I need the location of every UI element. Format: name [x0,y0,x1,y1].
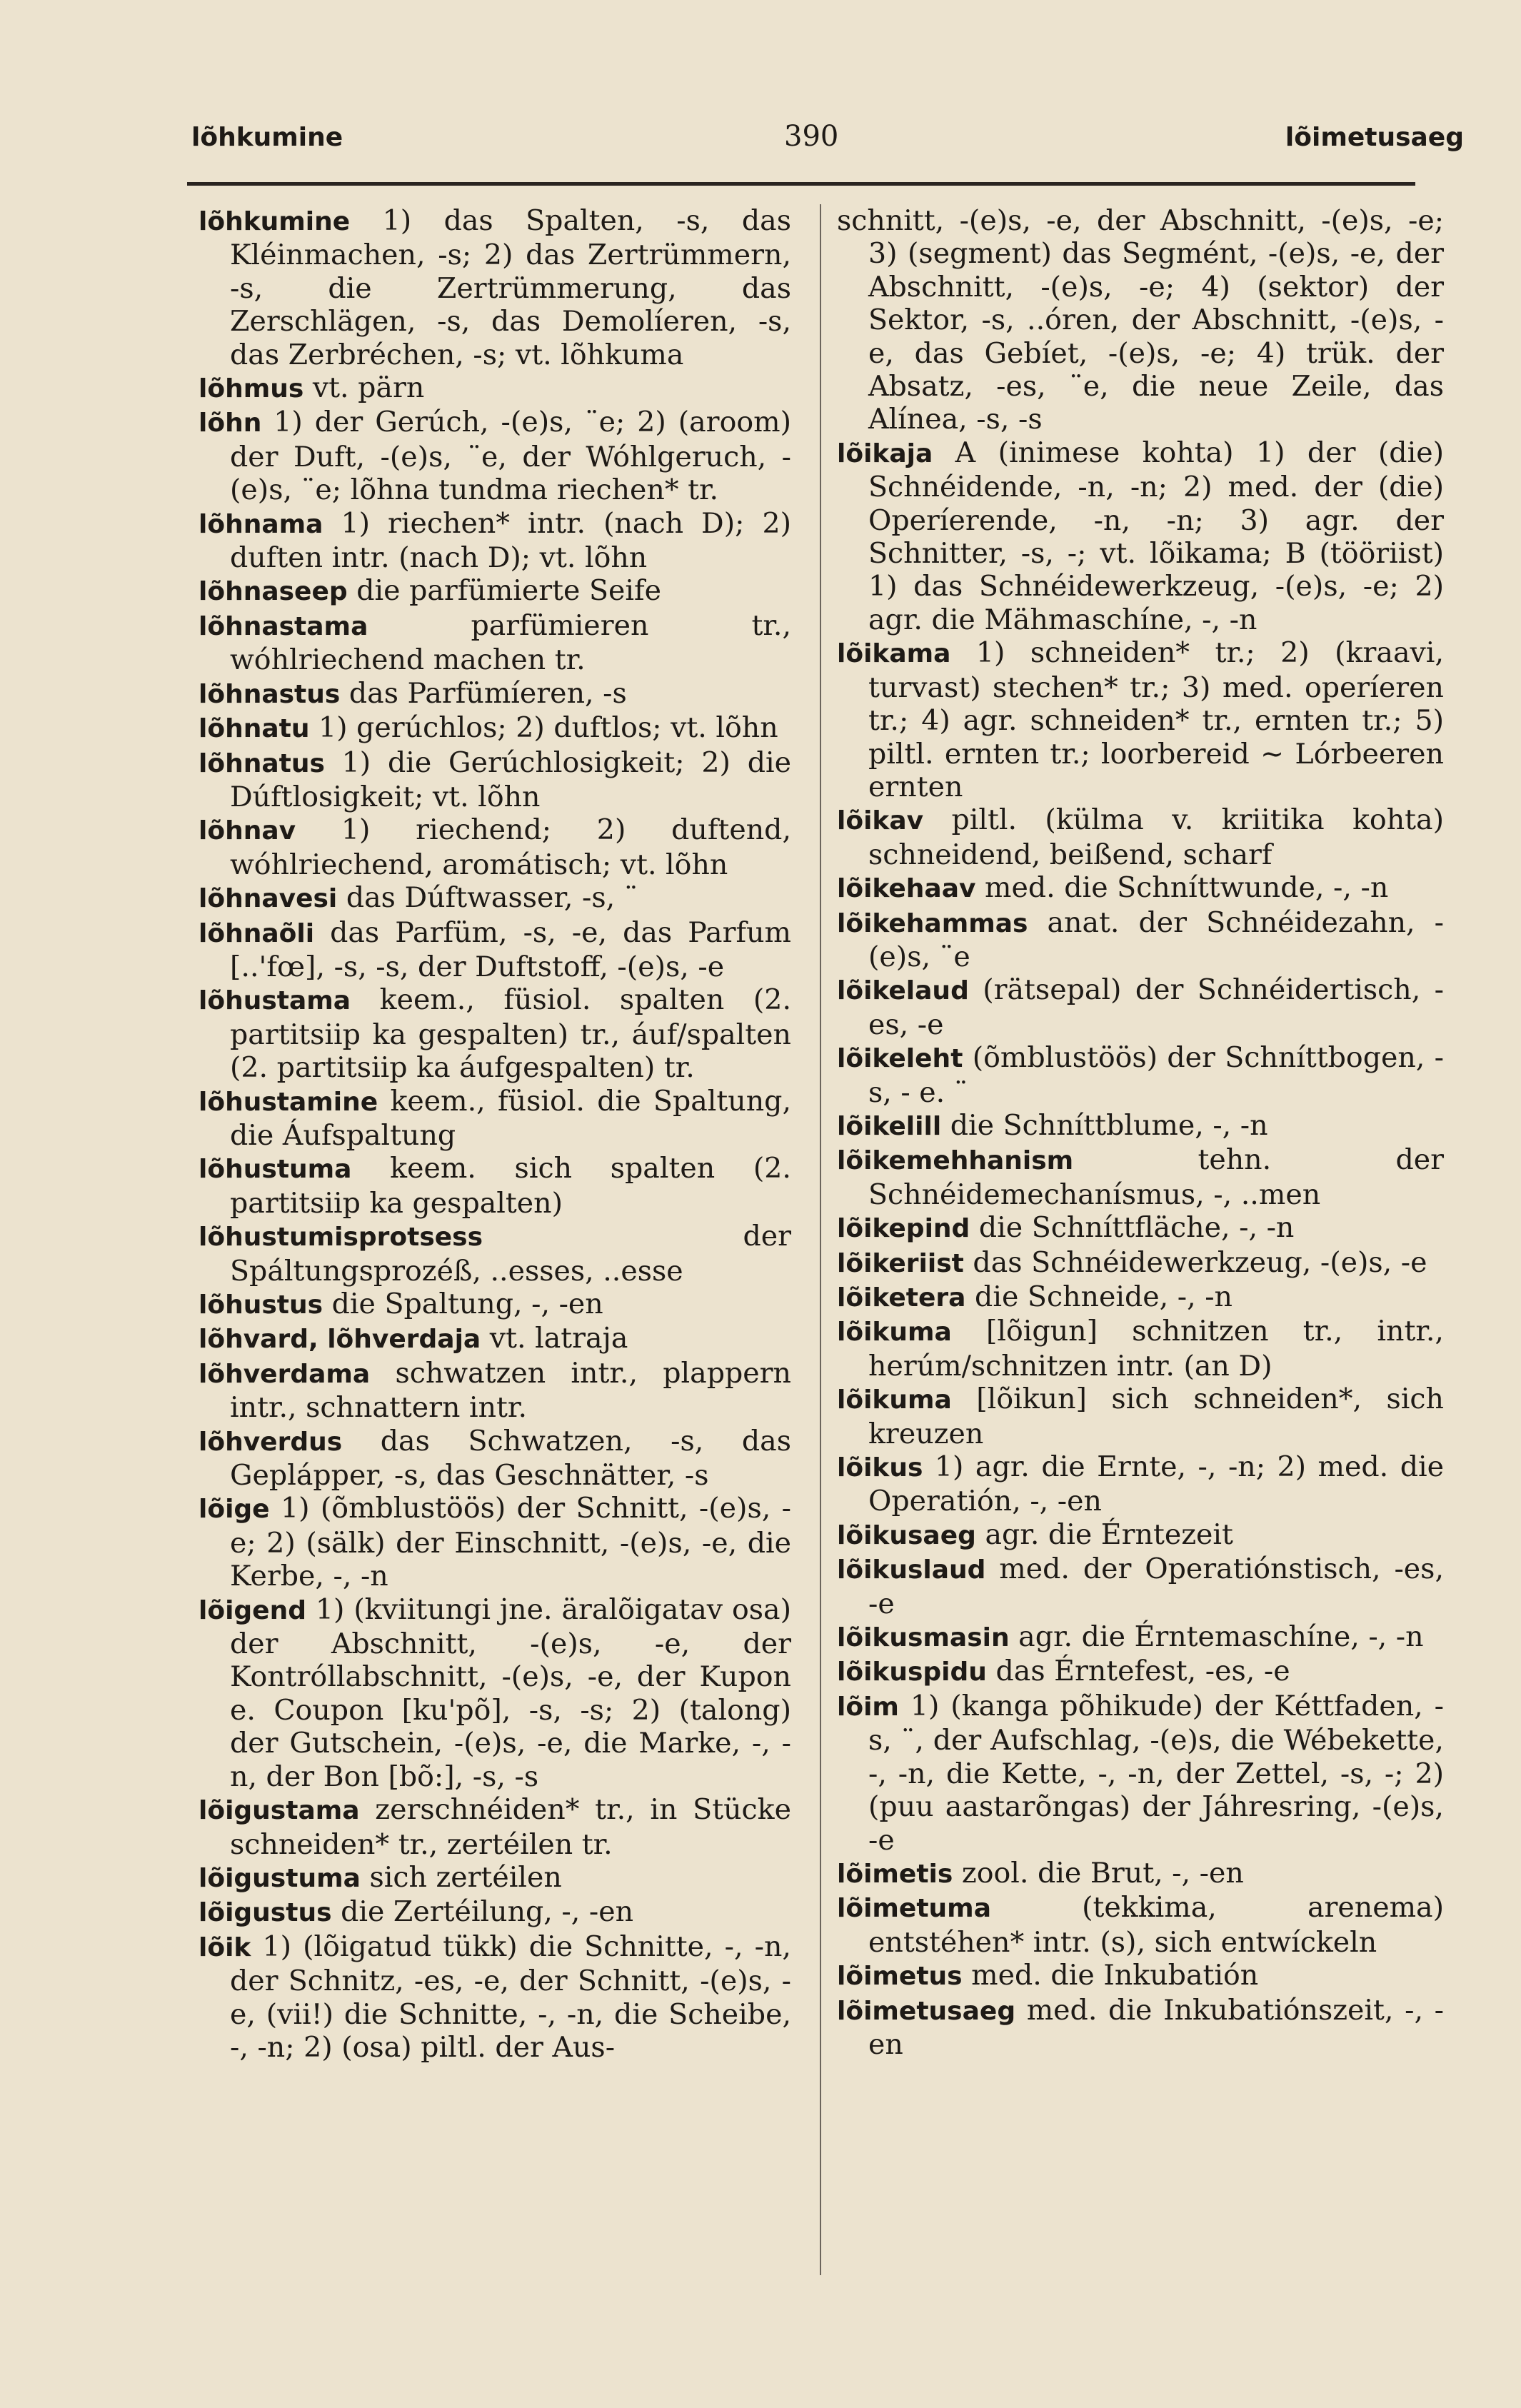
entry-definition: die Spaltung, -, -en [323,1288,603,1320]
entry-headword: lõikuma [837,1385,952,1415]
entry-headword: lõikama [837,639,951,669]
dictionary-entry [199,1793,791,1861]
entry-definition: 1) schneiden* tr.; 2) (kraavi, turvast) stechen* tr.; 3) med. operíeren tr.; 4) agr. schneiden* tr., ernten tr.; 5) piltl. ernten tr.; loorbereid ~ Lórbeeren ernten [868,636,1444,803]
entry-headword: lõhnatu [199,714,310,744]
entry-headword: lõhustumisprotsess [199,1223,483,1253]
dictionary-entry [199,1593,791,1793]
page-number: 390 [784,120,839,153]
entry-definition: der Spáltungsprozéß, ..esses, ..esse [230,1220,791,1288]
entry-definition: med. der Operatiónstisch, -es, -e [868,1552,1444,1620]
entry-headword: lõhn [199,408,262,438]
entry-definition: parfümieren tr., wóhlriechend machen tr. [230,608,791,677]
entry-definition: zool. die Brut, -, -en [953,1856,1244,1890]
entry-headword: lõimetus [837,1962,963,1992]
dictionary-entry [837,1518,1444,1552]
dictionary-entry [199,881,791,915]
dictionary-entry [837,1383,1444,1450]
entry-definition: 1) die Gerúchlosigkeit; 2) die Dúftlosigkeit; vt. lõhn [230,746,791,813]
dictionary-entry [837,436,1444,636]
dictionary-entry [837,1280,1444,1315]
entry-headword: lõimetis [837,1859,953,1889]
dictionary-entry [837,1690,1444,1857]
entry-definition: sich zertéilen [360,1860,562,1894]
header-last-entry: lõimetusaeg [1285,123,1464,152]
entry-headword: lõikaja [837,438,933,468]
entry-definition: agr. die Érntemaschíne, -, -n [1009,1620,1424,1654]
entry-headword: lõhnatus [199,748,325,778]
entry-definition: med. die Schníttwunde, -, -n [975,871,1389,905]
dictionary-entry [199,1425,791,1493]
entry-definition: vt. pärn [303,371,425,405]
entry-definition: vt. latraja [481,1322,628,1355]
header-first-entry: lõhkumine [191,123,343,152]
right-column [837,204,1444,2061]
entry-headword: lõhustama [199,986,351,1016]
dictionary-entry [199,916,791,984]
entry-definition: keem. sich spalten (2. partitsiip ka gespalten) [230,1152,791,1220]
dictionary-entry [837,1109,1444,1143]
entry-definition: 1) agr. die Ernte, -, -n; 2) med. die Operatión, -, -en [868,1450,1444,1518]
entry-headword: lõikelaud [837,976,969,1006]
entry-definition: 1) (lõigatud tükk) die Schnitte, -, -n, der Schnitz, -es, -e, der Schnitt, -(e)s, -e, (vii!) die Schnitte, -, -n, die Scheibe, -, -n; 2) (osa) piltl. der Aus- [230,1930,791,2064]
entry-headword: lõikus [837,1453,923,1483]
entry-definition: zerschnéiden* tr., in Stücke schneiden* tr., zertéilen tr. [230,1793,791,1861]
dictionary-entry [199,204,791,371]
entry-headword: lõhnastama [199,611,368,641]
entry-definition: 1) gerúchlos; 2) duftlos; vt. lõhn [309,711,778,745]
dictionary-entry [837,1620,1444,1655]
dictionary-entry [199,677,791,711]
entry-definition: (õmblustöös) der Schníttbogen, -s, - e. ¨ [868,1041,1444,1109]
dictionary-entry [199,1085,791,1153]
dictionary-entry [199,1492,791,1592]
entry-definition: piltl. (külma v. kriitika kohta) schneidend, beißend, scharf [868,803,1444,871]
entry-headword: lõhnavesi [199,884,338,914]
left-column [199,204,791,2064]
entry-definition: A (inimese kohta) 1) der (die) Schnéidende, -n, -n; 2) med. der (die) Operíerende, -n, -n; 3) agr. der Schnitter, -s, -; vt. lõikama; B (tööriist) 1) das Schnéidewerkzeug, -(e)s, -e; 2) agr. die Mähmaschíne, -, -n [868,436,1444,636]
entry-definition: das Érntefest, -es, -e [986,1655,1290,1688]
entry-headword: lõhkumine [199,207,351,236]
entry-definition: die Schníttblume, -, -n [941,1108,1268,1142]
dictionary-entry [837,1450,1444,1518]
entry-definition: die Schneide, -, -n [965,1280,1233,1313]
dictionary-entry [199,609,791,677]
entry-headword: lõigustama [199,1796,360,1826]
entry-headword: lõhnastus [199,679,341,709]
dictionary-entry [837,1857,1444,1891]
dictionary-entry [199,1930,791,2065]
entry-headword: lõhustuma [199,1155,352,1185]
entry-headword: lõikeleht [837,1044,963,1074]
entry-headword: lõikelill [837,1111,942,1141]
entry-headword: lõim [837,1692,899,1722]
entry-definition: keem., füsiol. spalten (2. partitsiip ka gespalten) tr., áuf/spalten (2. partitsiip ka áufgespalten) tr. [230,983,791,1085]
dictionary-entry [837,1552,1444,1620]
entry-headword: lõhnaõli [199,918,315,948]
entry-headword: lõige [199,1495,270,1525]
entry-definition: [lõigun] schnitzen tr., intr., herúm/schnitzen intr. (an D) [868,1315,1444,1383]
entry-definition: das Parfüm, -s, -e, das Parfum [..'fœ], -s, -s, der Duftstoff, -(e)s, -e [230,915,791,983]
entry-definition: schnitt, -(e)s, -e, der Abschnitt, -(e)s, -e; 3) (segment) das Segmént, -(e)s, -e, der Abschnitt, -(e)s, -e; 4) (sektor) der Sektor, -s, ..óren, der Abschnitt, -(e)s, -e, das Gebíet, -(e)s, -e; 4) trük. der Absatz, -es, ¨e, die neue Zeile, das Alínea, -s, -s [837,204,1444,436]
dictionary-entry [199,711,791,746]
entry-headword: lõikuslaud [837,1555,986,1585]
dictionary-entry [199,813,791,881]
dictionary-entry [837,1041,1444,1109]
dictionary-entry [199,1895,791,1930]
entry-headword: lõhvard, lõhverdaja [199,1325,481,1355]
entry-definition: 1) (kviitungi jne. äralõigatav osa) der Abschnitt, -(e)s, -e, der Kontróllabschnitt, -(e)s, -e, der Kupon e. Coupon [ku'põ], -s, -s; 2) (talong) der Gutschein, -(e)s, -e, die Marke, -, -n, der Bon [bõ:], -s, -s [230,1592,791,1793]
dictionary-entry [837,1994,1444,2062]
entry-definition: 1) riechend; 2) duftend, wóhlriechend, aromátisch; vt. lõhn [230,813,791,881]
entry-headword: lõikehaav [837,874,976,904]
dictionary-entry [837,1246,1444,1280]
dictionary-entry [837,871,1444,905]
dictionary-entry [199,1152,791,1220]
entry-definition: (tekkima, arenema) entstéhen* intr. (s), sich entwíckeln [868,1891,1444,1959]
entry-definition: agr. die Érntezeit [975,1517,1233,1551]
entry-headword: lõigustuma [199,1863,361,1893]
entry-headword: lõhverdus [199,1427,343,1457]
header-rule [187,182,1415,186]
entry-headword: lõikusmasin [837,1623,1010,1653]
entry-headword: lõimetuma [837,1894,991,1924]
entry-definition: med. die Inkubatiónszeit, -, -en [868,1993,1444,2061]
entry-headword: lõikemehhanism [837,1146,1074,1176]
entry-headword: lõikeriist [837,1248,964,1278]
entry-headword: lõikusaeg [837,1520,976,1550]
entry-headword: lõimetusaeg [837,1996,1016,2026]
entry-headword: lõikav [837,806,924,836]
dictionary-entry [199,1861,791,1895]
entry-definition: keem., füsiol. die Spaltung, die Áufspaltung [230,1084,791,1152]
dictionary-entry [837,204,1444,436]
entry-headword: lõigend [199,1595,306,1625]
dictionary-entry [199,1288,791,1322]
entry-headword: lõikuma [837,1318,952,1348]
dictionary-entry [199,1322,791,1356]
entry-headword: lõhnama [199,509,323,539]
entry-definition: das Parfümíeren, -s [340,676,627,710]
dictionary-entry [199,983,791,1084]
entry-headword: lõiketera [837,1283,966,1313]
dictionary-entry [837,1891,1444,1959]
entry-headword: lõikuspidu [837,1657,987,1687]
entry-definition: 1) der Gerúch, -(e)s, ¨e; 2) (aroom) der Duft, -(e)s, ¨e, der Wóhlgeruch, -(e)s, ¨e; lõhna tundma riechen* tr. [230,406,791,507]
dictionary-entry [837,1211,1444,1245]
dictionary-entry [837,1143,1444,1211]
entry-definition: 1) (õmblustöös) der Schnitt, -(e)s, -e; 2) (sälk) der Einschnitt, -(e)s, -e, die Kerbe, -, -n [230,1492,791,1593]
entry-headword: lõikehammas [837,908,1028,938]
dictionary-entry [837,636,1444,803]
entry-headword: lõikepind [837,1214,970,1244]
column-divider [820,204,821,2275]
dictionary-entry [837,906,1444,974]
entry-headword: lõhverdama [199,1359,371,1389]
entry-definition: 1) (kanga põhikude) der Kéttfaden, -s, ¨, der Aufschlag, -(e)s, die Wébekette, -, -n, die Kette, -, -n, der Zettel, -s, -; 2) (puu aastarõngas) der Jáhresring, -(e)s, -e [868,1689,1444,1857]
entry-definition: schwatzen intr., plappern intr., schnattern intr. [230,1356,791,1425]
entry-definition: (rätsepal) der Schnéidertisch, -es, -e [868,973,1444,1041]
entry-definition: das Schnéidewerkzeug, -(e)s, -e [963,1245,1427,1279]
dictionary-entry [199,371,791,406]
entry-definition: 1) das Spalten, -s, das Kléinmachen, -s; 2) das Zertrümmern, -s, die Zertrümmerung, das Zerschlägen, -s, das Demolíeren, -s, das Zerbréchen, -s; vt. lõhkuma [230,204,791,371]
entry-headword: lõhnaseep [199,577,348,607]
dictionary-entry [199,1220,791,1288]
dictionary-entry [837,803,1444,871]
dictionary-entry [199,507,791,575]
entry-definition: med. die Inkubatión [962,1959,1259,1992]
dictionary-entry [837,1315,1444,1383]
entry-definition: tehn. der Schnéidemechanísmus, -, ..men [868,1143,1444,1211]
dictionary-entry [837,1959,1444,1993]
entry-headword: lõik [199,1932,251,1962]
dictionary-entry [837,973,1444,1041]
entry-definition: die Zertéilung, -, -en [331,1895,634,1929]
entry-headword: lõigustus [199,1898,332,1928]
entry-definition: das Schwatzen, -s, das Geplápper, -s, das Geschnätter, -s [230,1424,791,1493]
dictionary-entry [199,746,791,814]
entry-definition: [lõikun] sich schneiden*, sich kreuzen [868,1383,1444,1450]
dictionary-entry [199,574,791,608]
entry-definition: die parfümierte Seife [347,574,662,608]
entry-headword: lõhnav [199,816,296,846]
entry-definition: 1) riechen* intr. (nach D); 2) duften intr. (nach D); vt. lõhn [230,506,791,575]
entry-headword: lõhustus [199,1290,323,1320]
entry-definition: das Dúftwasser, -s, ¨ [337,881,638,915]
dictionary-entry [837,1655,1444,1689]
running-header [191,120,1464,166]
dictionary-entry [199,406,791,506]
entry-headword: lõhustamine [199,1087,378,1117]
entry-headword: lõhmus [199,374,304,404]
entry-definition: die Schníttfläche, -, -n [970,1211,1295,1245]
dictionary-entry [199,1357,791,1425]
entry-definition: anat. der Schnéidezahn, -(e)s, ¨e [868,905,1444,973]
